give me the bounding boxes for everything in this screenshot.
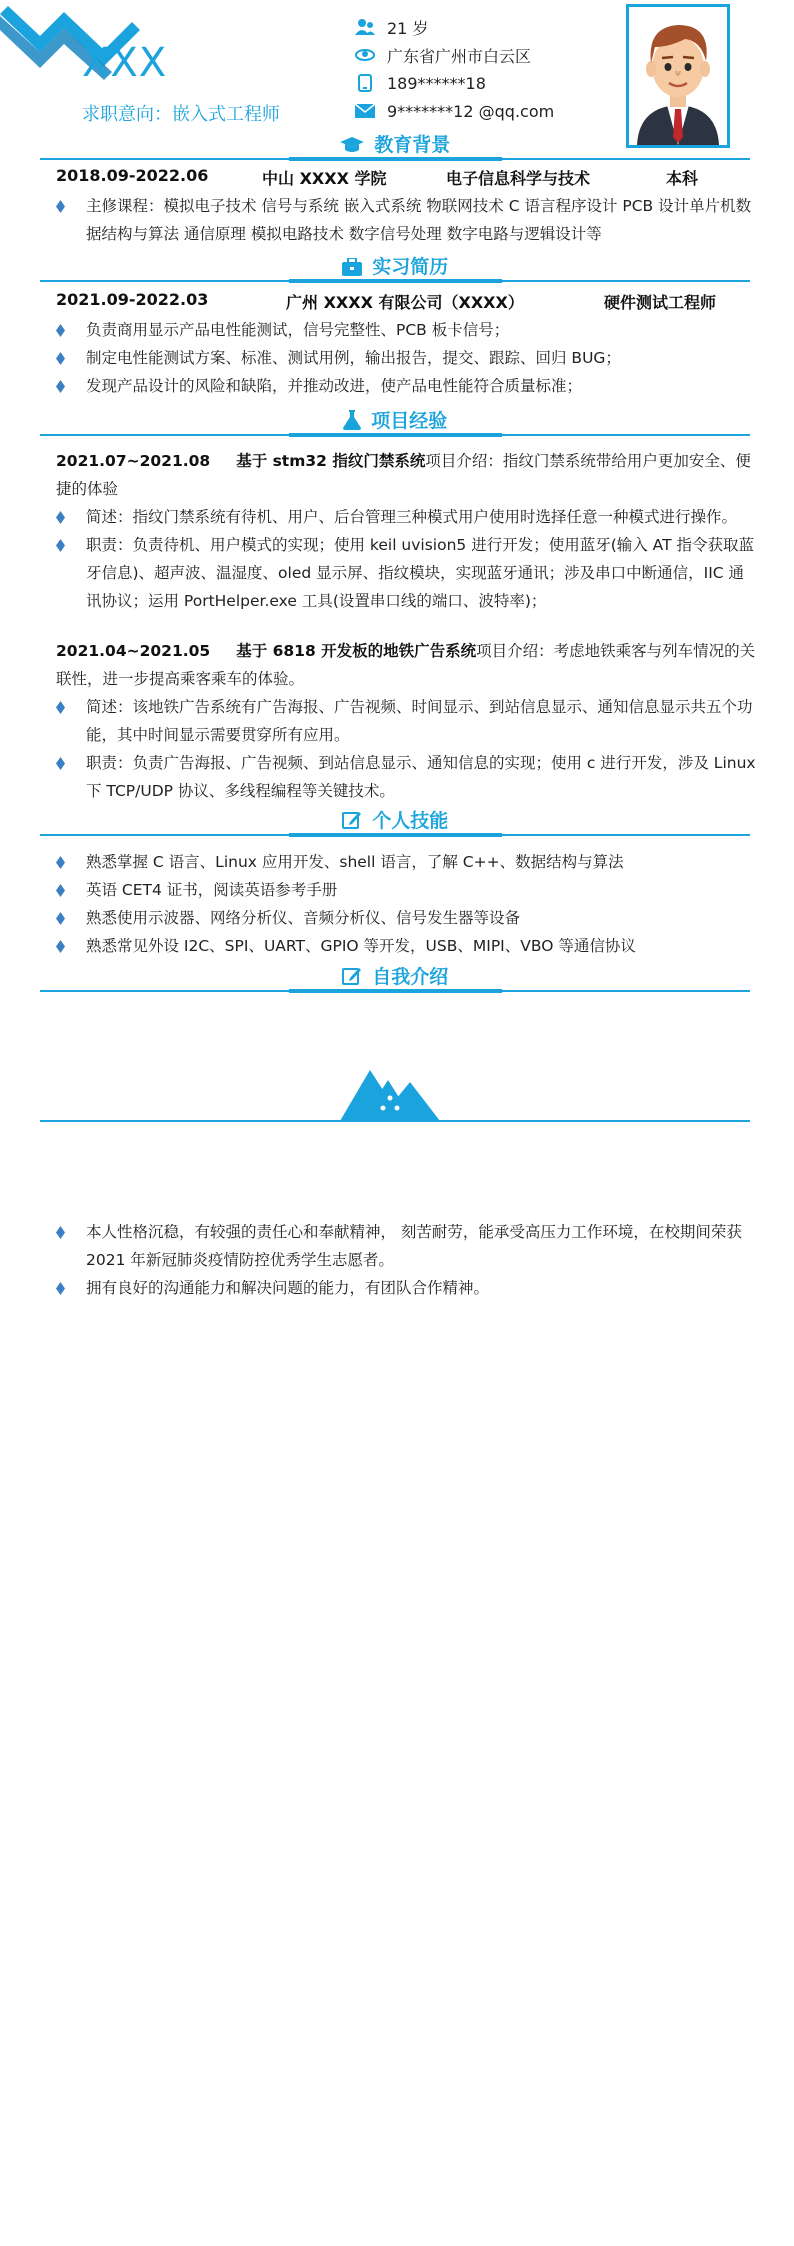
section-education-header (40, 130, 750, 158)
internship-row (56, 290, 756, 314)
project-date: 2021.04~2021.05 (56, 642, 211, 660)
list-item: 拥有良好的沟通能力和解决问题的能力，有团队合作精神。 (56, 1274, 756, 1302)
list-item: 熟悉常见外设 I2C、SPI、UART、GPIO 等开发，USB、MIPI、VBO 等通信协议 (56, 932, 756, 960)
mountain-divider-icon (40, 1068, 750, 1128)
internship-date: 2021.09-2022.03 (56, 290, 209, 309)
project-name: 基于 stm32 指纹门禁系统 (236, 452, 426, 470)
section-internship-header (40, 252, 750, 280)
list-item: 发现产品设计的风险和缺陷，并推动改进，使产品电性能符合质量标准； (56, 372, 756, 400)
education-date: 2018.09-2022.06 (56, 166, 209, 185)
profile-photo (626, 4, 730, 148)
job-objective: 求职意向：嵌入式工程师 (82, 104, 280, 125)
diamond-bullet-icon (56, 884, 65, 897)
project-date: 2021.07~2021.08 (56, 452, 211, 470)
project-name: 基于 6818 开发板的地铁广告系统 (236, 642, 477, 660)
section-projects-header (40, 406, 750, 434)
list-item: 负责商用显示产品电性能测试，信号完整性、PCB 板卡信号； (56, 316, 756, 344)
education-row (56, 166, 756, 190)
section-title: 项目经验 (371, 410, 448, 432)
section-divider (40, 158, 750, 160)
list-item: 制定电性能测试方案、标准、测试用例，输出报告，提交、跟踪、回归 BUG； (56, 344, 756, 372)
section-title: 自我介绍 (372, 966, 449, 988)
project-intro: 项目介绍：考虑地铁乘客与列车情况的关联性，进一步提高乘客乘车的体验。 (56, 642, 756, 688)
section-divider (40, 990, 750, 992)
internship-position: 硬件测试工程师 (604, 293, 717, 312)
diamond-bullet-icon (56, 200, 65, 213)
contact-email: 9*******12 @qq.com (355, 98, 585, 124)
education-major: 电子信息科学与技术 (446, 169, 591, 188)
internship-company: 广州 XXXX 有限公司（XXXX） (286, 293, 524, 312)
section-divider (40, 280, 750, 282)
diamond-bullet-icon (56, 1282, 65, 1295)
section-divider (40, 834, 750, 836)
list-item: 职责：负责待机、用户模式的实现；使用 keil uvision5 进行开发；使用蓝牙(输入 AT 指令获取蓝牙信息)、超声波、温湿度、oled 显示屏、指纹模块，实现蓝牙通讯；涉及串口中断通信，IIC 通讯协议；运用 PortHelper.exe 工具(设置串口线的端口、波特率)； (56, 531, 756, 615)
list-item: 英语 CET4 证书，阅读英语参考手册 (56, 876, 756, 904)
diamond-bullet-icon (56, 701, 65, 714)
candidate-name: XXX (82, 40, 168, 86)
phone-icon (355, 74, 375, 92)
list-item: 本人性格沉稳，有较强的责任心和奉献精神， 刻苦耐劳，能承受高压力工作环境，在校期间荣获 2021 年新冠肺炎疫情防控优秀学生志愿者。 (56, 1218, 756, 1274)
list-item: 职责：负责广告海报、广告视频、到站信息显示、通知信息的实现；使用 c 进行开发，涉及 Linux 下 TCP/UDP 协议、多线程编程等关键技术。 (56, 749, 756, 805)
diamond-bullet-icon (56, 539, 65, 552)
project-2-heading (56, 637, 756, 693)
graduation-cap-icon (340, 136, 364, 159)
section-title: 教育背景 (374, 134, 451, 156)
diamond-bullet-icon (56, 1226, 65, 1239)
diamond-bullet-icon (56, 380, 65, 393)
section-title: 个人技能 (372, 810, 449, 832)
diamond-bullet-icon (56, 940, 65, 953)
contact-age: 21 岁 (355, 14, 585, 40)
diamond-bullet-icon (56, 912, 65, 925)
section-title: 实习简历 (372, 256, 449, 278)
edit-icon (342, 966, 362, 991)
section-divider (40, 434, 750, 436)
diamond-bullet-icon (56, 324, 65, 337)
list-item: 主修课程：模拟电子技术 信号与系统 嵌入式系统 物联网技术 C 语言程序设计 PCB 设计单片机数据结构与算法 通信原理 模拟电路技术 数字信号处理 数字电路与逻辑设计等 (56, 192, 756, 248)
user-icon (355, 18, 375, 36)
avatar (629, 7, 727, 145)
contact-phone: 189******18 (355, 70, 585, 96)
list-item: 简述：该地铁广告系统有广告海报、广告视频、时间显示、到站信息显示、通知信息显示共五个功能，其中时间显示需要贯穿所有应用。 (56, 693, 756, 749)
education-degree: 本科 (666, 169, 699, 188)
list-item: 熟悉掌握 C 语言、Linux 应用开发、shell 语言，了解 C++、数据结构与算法 (56, 848, 756, 876)
diamond-bullet-icon (56, 511, 65, 524)
diamond-bullet-icon (56, 757, 65, 770)
section-self-intro-header (40, 962, 750, 990)
project-intro: 项目介绍：指纹门禁系统带给用户更加安全、便捷的体验 (56, 452, 751, 498)
section-skills-header (40, 806, 750, 834)
education-school: 中山 XXXX 学院 (262, 169, 387, 188)
mail-icon (355, 102, 375, 120)
project-1-heading (56, 447, 756, 503)
edit-icon (342, 810, 362, 835)
list-item: 简述：指纹门禁系统有待机、用户、后台管理三种模式用户使用时选择任意一种模式进行操作。 (56, 503, 756, 531)
diamond-bullet-icon (56, 352, 65, 365)
briefcase-icon (342, 258, 362, 281)
location-icon (355, 46, 375, 64)
contact-location: 广东省广州市白云区 (355, 42, 585, 68)
flask-icon (343, 410, 361, 435)
list-item: 熟悉使用示波器、网络分析仪、音频分析仪、信号发生器等设备 (56, 904, 756, 932)
diamond-bullet-icon (56, 856, 65, 869)
